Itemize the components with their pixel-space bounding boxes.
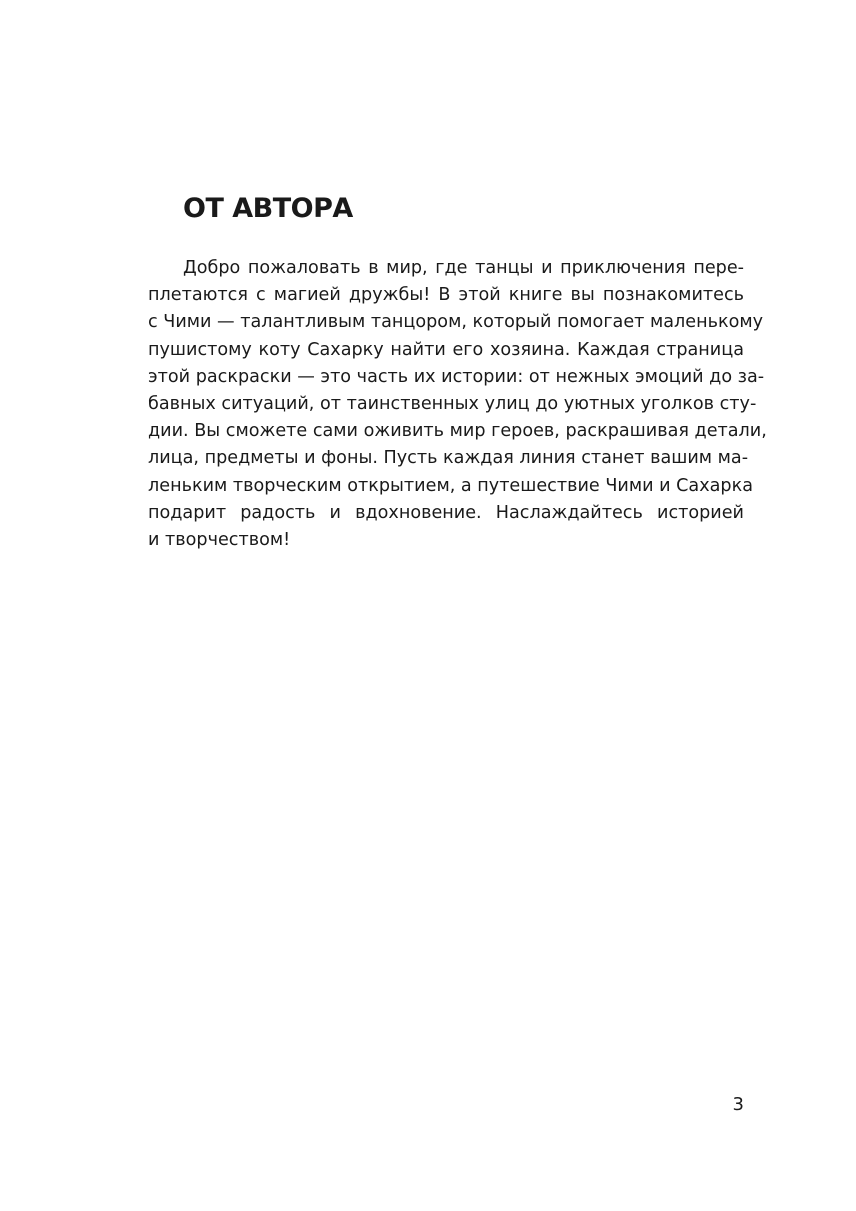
- paragraph-line: Добро пожаловать в мир, где танцы и приключения пере-: [183, 258, 744, 278]
- paragraph-line: с Чими — талантливым танцором, который помогает маленькому: [148, 312, 764, 333]
- paragraph-line: подарит радость и вдохновение. Наслаждайтесь историей: [148, 502, 744, 523]
- paragraph-line: и творчеством!: [148, 529, 291, 550]
- paragraph-line: леньким творческим открытием, а путешествие Чими и Сахарка: [148, 475, 753, 496]
- paragraph-line: этой раскраски — это часть их истории: от нежных эмоций до за-: [148, 366, 765, 387]
- paragraph-line: лица, предметы и фоны. Пусть каждая линия станет вашим ма-: [148, 448, 749, 469]
- paragraph-line: плетаются с магией дружбы! В этой книге вы познакомитесь: [148, 285, 744, 306]
- section-title: ОТ АВТОРА: [183, 193, 353, 224]
- paragraph-line: дии. Вы сможете сами оживить мир героев, раскрашивая детали,: [148, 421, 767, 442]
- paragraph-line: пушистому коту Сахарку найти его хозяина. Каждая страница: [148, 339, 744, 360]
- paragraph-line: бавных ситуаций, от таинственных улиц до уютных уголков сту-: [148, 393, 757, 414]
- page-number: 3: [732, 1094, 744, 1115]
- author-foreword-paragraph: [148, 255, 767, 554]
